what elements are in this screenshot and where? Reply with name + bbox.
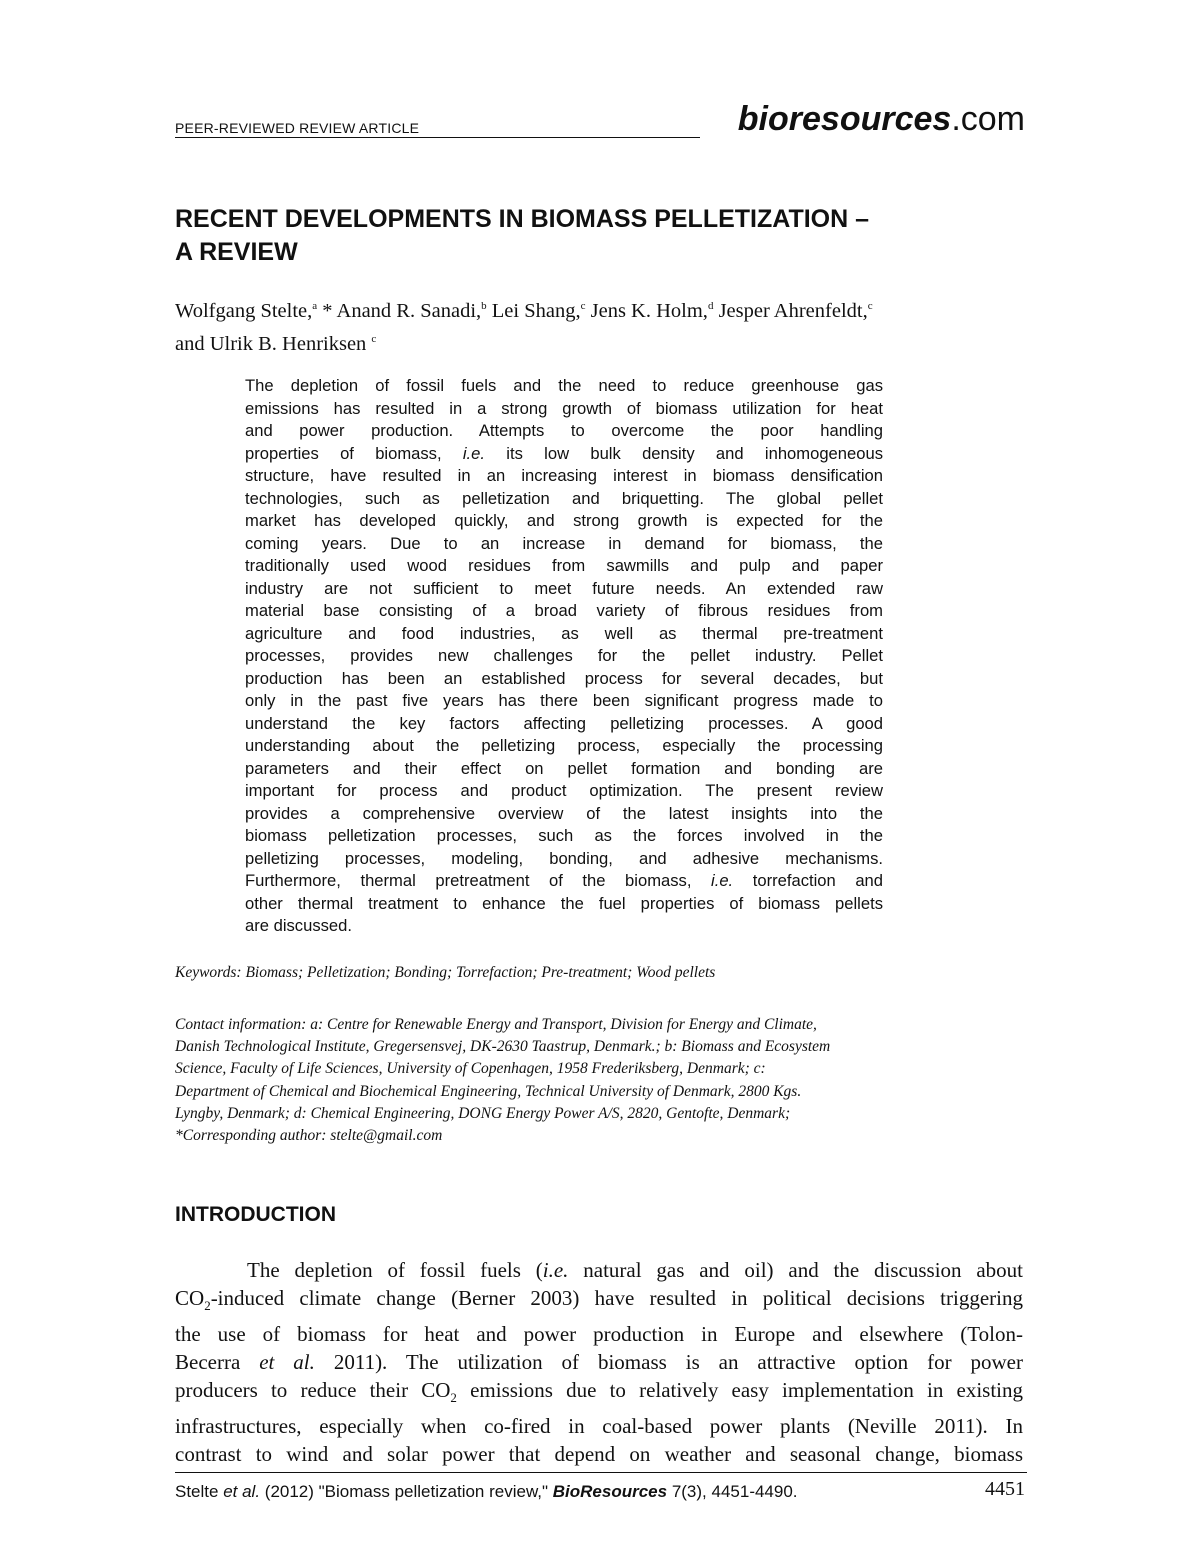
body-line (175, 1348, 1023, 1376)
abstract-line: understanding about the pelletizing process, especially the processing (245, 736, 883, 755)
abstract-line: biomass pelletization processes, such as the forces involved in the (245, 826, 883, 845)
abstract-line: market has developed quickly, and strong growth is expected for the (245, 511, 883, 530)
author: and Ulrik B. Henriksen (175, 332, 372, 355)
affiliation-marker: a (312, 300, 318, 312)
author: Jesper Ahrenfeldt, (713, 299, 868, 322)
affiliation-marker: c (580, 300, 586, 312)
contact-line: Department of Chemical and Biochemical Engineering, Technical University of Denmark, 2800 Kgs. (175, 1082, 802, 1100)
affiliation-marker: c (867, 300, 873, 312)
section-heading: INTRODUCTION (175, 1203, 336, 1226)
abstract-line: properties of biomass, i.e. its low bulk density and inhomogeneous (245, 443, 883, 463)
abstract-line: agriculture and food industries, as well as thermal pre-treatment (245, 623, 883, 643)
abstract-line: pelletizing processes, modeling, bonding, and adhesive mechanisms. (245, 848, 883, 868)
title-line: A REVIEW (175, 238, 298, 266)
abstract-line: industry are not sufficient to meet future needs. An extended raw (245, 578, 883, 598)
page-number: 4451 (985, 1478, 1025, 1500)
body-text: emissions due to relatively easy implementation in existing (456, 1378, 1023, 1403)
footer-rule (175, 1472, 1027, 1473)
citation-text-italic: et al. (223, 1482, 261, 1501)
body-text: natural gas and oil) and the discussion about (568, 1258, 1024, 1282)
article-type-label: PEER-REVIEWED REVIEW ARTICLE (175, 120, 420, 136)
journal-name: BioResources (552, 1482, 668, 1501)
abstract-line: coming years. Due to an increase in demand for biomass, the (245, 533, 883, 553)
abstract-line: and power production. Attempts to overcome the poor handling (245, 421, 883, 440)
affiliation-marker: c (371, 332, 377, 345)
abstract-line: are discussed. (245, 916, 352, 935)
author: Jens K. Holm, (585, 299, 708, 322)
citation (175, 1482, 798, 1502)
abstract-line: provides a comprehensive overview of the latest insights into the (245, 803, 883, 823)
contact-information (175, 1014, 1025, 1147)
abstract-line: The depletion of fossil fuels and the need to reduce greenhouse gas (245, 376, 883, 395)
body-line: contrast to wind and solar power that depend on weather and seasonal change, biomass (175, 1442, 1023, 1467)
contact-line: Lyngby, Denmark; d: Chemical Engineering, DONG Energy Power A/S, 2820, Gentofte, Denmark; (175, 1104, 791, 1122)
affiliation-marker: d (707, 300, 714, 312)
citation-text: 7(3), 4451-4490. (667, 1482, 798, 1501)
journal-logo (738, 100, 1025, 139)
abstract-line: understand the key factors affecting pelletizing processes. A good (245, 713, 883, 733)
authors-line (175, 325, 1025, 358)
body-line (175, 1376, 1023, 1412)
subscript: 2 (450, 1390, 457, 1406)
journal-logo-suffix: .com (951, 100, 1025, 138)
running-header (175, 100, 1025, 140)
article-title (175, 203, 1025, 269)
citation-text: Stelte (175, 1482, 224, 1501)
body-text-italic: i.e. (542, 1258, 569, 1282)
body-line: the use of biomass for heat and power production in Europe and elsewhere (Tolon- (175, 1322, 1023, 1347)
body-line (175, 1256, 1023, 1284)
abstract-line: only in the past five years has there been significant progress made to (245, 691, 883, 710)
contact-line: Danish Technological Institute, Gregersensvej, DK-2630 Taastrup, Denmark.; b: Biomass and Ecosystem (175, 1038, 831, 1056)
abstract-line: traditionally used wood residues from sawmills and pulp and paper (245, 556, 883, 575)
body-line: infrastructures, especially when co-fired in coal-based power plants (Neville 2011). In (175, 1414, 1023, 1439)
body-text: The depletion of fossil fuels ( (247, 1258, 543, 1282)
abstract-line: emissions has resulted in a strong growth of biomass utilization for heat (245, 398, 883, 418)
contact-line: *Corresponding author: stelte@gmail.com (175, 1127, 443, 1145)
abstract-line: important for process and product optimization. The present review (245, 781, 883, 800)
abstract-line: Furthermore, thermal pretreatment of the biomass, i.e. torrefaction and (245, 871, 884, 890)
citation-text: (2012) "Biomass pelletization review," (260, 1482, 553, 1501)
affiliation-marker: b (481, 300, 487, 312)
author: * Anand R. Sanadi, (317, 299, 482, 322)
body-line (175, 1284, 1023, 1320)
abstract-line: technologies, such as pelletization and briquetting. The global pellet (245, 488, 883, 508)
abstract-line: material base consisting of a broad variety of fibrous residues from (245, 601, 883, 620)
body-text: 2011). The utilization of biomass is an attractive option for power (314, 1350, 1023, 1375)
abstract-line: processes, provides new challenges for the pellet industry. Pellet (245, 646, 883, 665)
body-text: Becerra (175, 1350, 260, 1375)
abstract (245, 375, 883, 938)
abstract-line: parameters and their effect on pellet formation and bonding are (245, 758, 883, 778)
abstract-line: other thermal treatment to enhance the fuel properties of biomass pellets (245, 893, 883, 913)
header-rule (175, 137, 700, 138)
contact-line: Contact information: a: Centre for Renewable Energy and Transport, Division for Energy and Climate, (175, 1016, 817, 1033)
author-list (175, 292, 1025, 358)
keywords: Keywords: Biomass; Pelletization; Bonding; Torrefaction; Pre-treatment; Wood pellets (175, 964, 716, 981)
introduction-paragraph (175, 1256, 1023, 1468)
abstract-line: production has been an established process for several decades, but (245, 668, 883, 688)
journal-logo-main: bioresources (737, 100, 952, 138)
subscript: 2 (204, 1298, 211, 1314)
body-text: producers to reduce their CO (175, 1378, 451, 1403)
abstract-line: structure, have resulted in an increasing interest in biomass densification (245, 466, 883, 485)
body-text: -induced climate change (Berner 2003) have resulted in political decisions triggering (210, 1286, 1023, 1310)
author: Wolfgang Stelte, (175, 299, 313, 322)
contact-line: Science, Faculty of Life Sciences, University of Copenhagen, 1958 Frederiksberg, Denmark; c: (175, 1060, 766, 1078)
title-line: RECENT DEVELOPMENTS IN BIOMASS PELLETIZATION – (175, 205, 870, 233)
authors-line (175, 292, 1025, 325)
author: Lei Shang, (486, 299, 581, 322)
body-text-italic: et al. (259, 1350, 315, 1375)
body-text: CO (175, 1286, 205, 1310)
